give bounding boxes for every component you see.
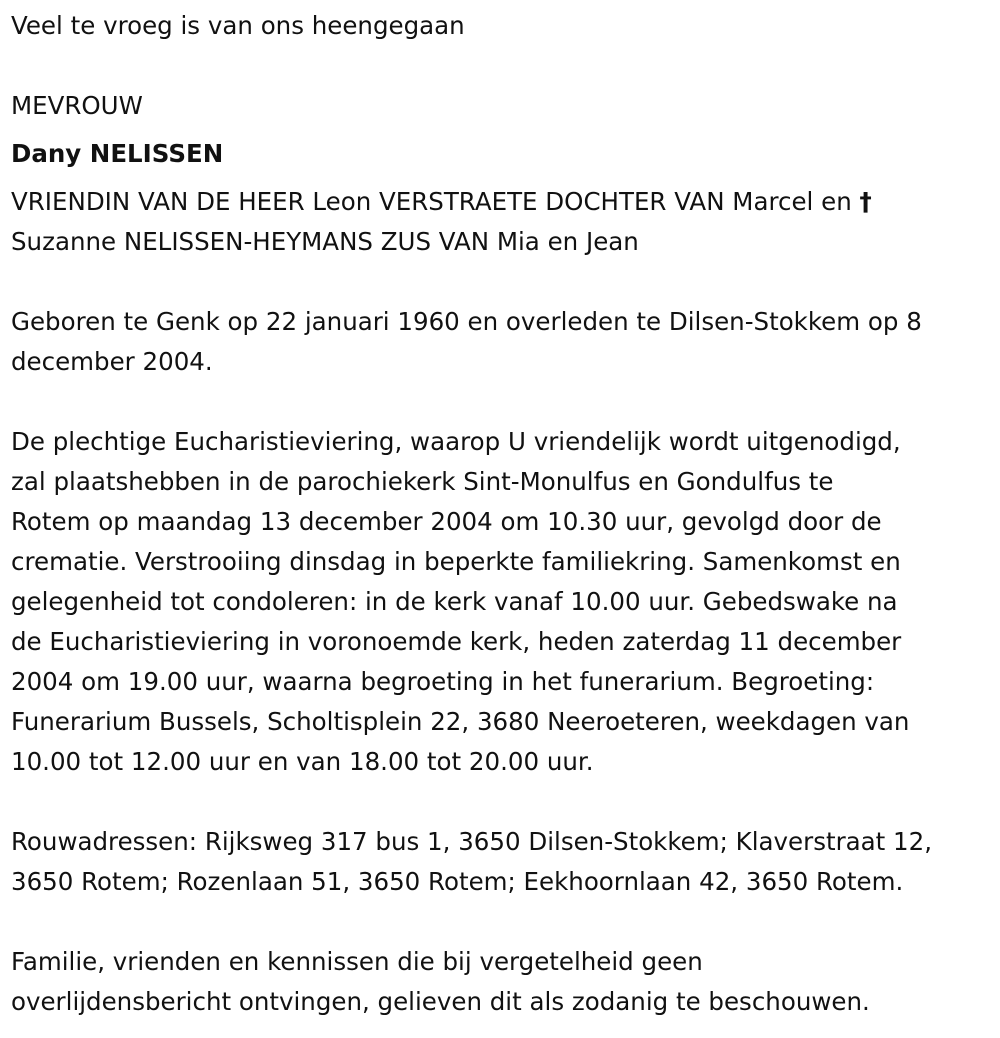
- mourning-addresses-block: [11, 822, 991, 902]
- address-line-1: Rouwadressen: Rijksweg 317 bus 1, 3650 Dilsen-Stokkem; Klaverstraat 12,: [11, 827, 933, 856]
- relations-block: [11, 182, 991, 262]
- ceremony-line: 2004 om 19.00 uur, waarna begroeting in het funerarium. Begroeting:: [11, 667, 875, 696]
- relations-text-1: VRIENDIN VAN DE HEER Leon VERSTRAETE DOCHTER VAN Marcel en: [11, 187, 852, 216]
- ceremony-line: Rotem op maandag 13 december 2004 om 10.30 uur, gevolgd door de: [11, 507, 882, 536]
- family-line-2: overlijdensbericht ontvingen, gelieven dit als zodanig te beschouwen.: [11, 987, 870, 1016]
- ceremony-line: De plechtige Eucharistieviering, waarop U vriendelijk wordt uitgenodigd,: [11, 427, 901, 456]
- address-line-2: 3650 Rotem; Rozenlaan 51, 3650 Rotem; Eekhoornlaan 42, 3650 Rotem.: [11, 867, 904, 896]
- ceremony-line: crematie. Verstrooiing dinsdag in beperkte familiekring. Samenkomst en: [11, 547, 901, 576]
- relations-line-1: [11, 182, 991, 222]
- ceremony-line: Funerarium Bussels, Scholtisplein 22, 3680 Neeroeteren, weekdagen van: [11, 707, 910, 736]
- birth-line-1: Geboren te Genk op 22 januari 1960 en overleden te Dilsen-Stokkem op 8: [11, 307, 922, 336]
- ceremony-line: gelegenheid tot condoleren: in de kerk vanaf 10.00 uur. Gebedswake na: [11, 587, 898, 616]
- birth-death-block: [11, 302, 991, 382]
- deceased-name: Dany NELISSEN: [11, 139, 224, 168]
- ceremony-line: de Eucharistieviering in voronoemde kerk, heden zaterdag 11 december: [11, 627, 902, 656]
- ceremony-line: 10.00 tot 12.00 uur en van 18.00 tot 20.00 uur.: [11, 747, 594, 776]
- salutation: MEVROUW: [11, 91, 143, 120]
- family-line-1: Familie, vrienden en kennissen die bij vergetelheid geen: [11, 947, 703, 976]
- family-note-block: [11, 942, 991, 1022]
- intro-text: Veel te vroeg is van ons heengegaan: [11, 11, 465, 40]
- cross-icon: †: [859, 187, 872, 216]
- relations-line-2: Suzanne NELISSEN-HEYMANS ZUS VAN Mia en Jean: [11, 227, 639, 256]
- ceremony-line: zal plaatshebben in de parochiekerk Sint-Monulfus en Gondulfus te: [11, 467, 834, 496]
- birth-line-2: december 2004.: [11, 347, 213, 376]
- ceremony-block: [11, 422, 991, 782]
